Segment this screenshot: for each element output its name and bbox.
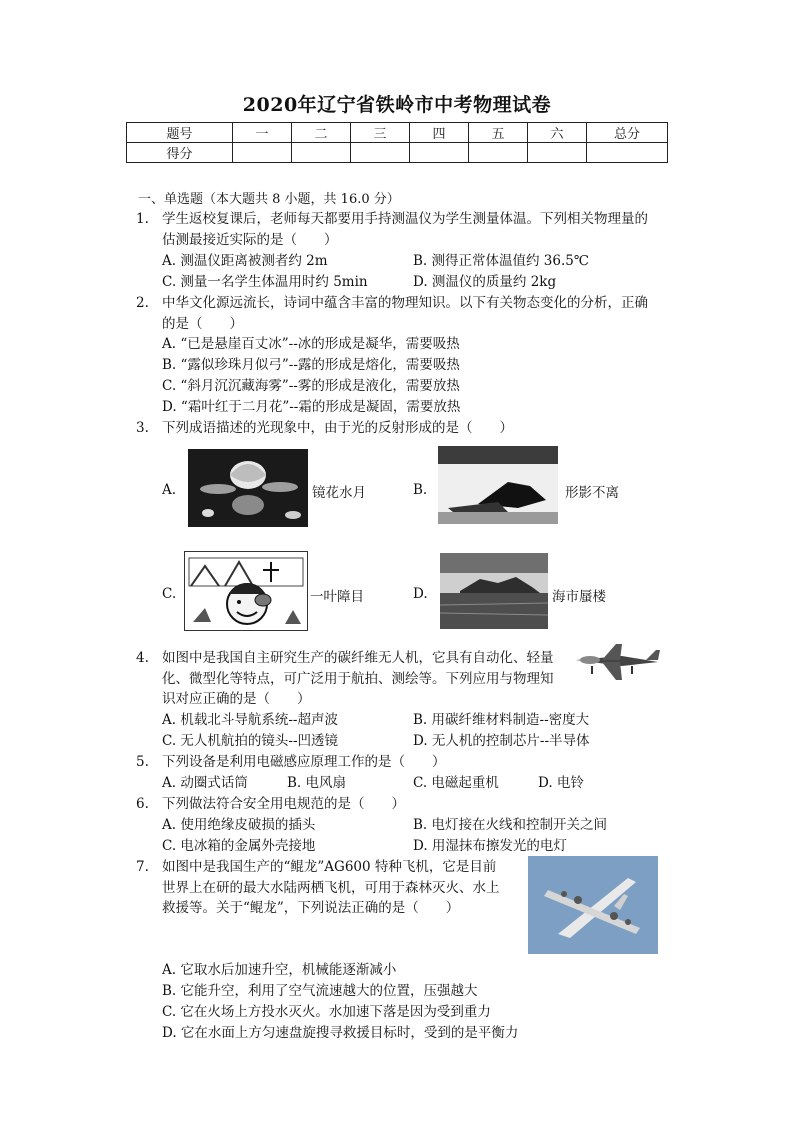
option-d[interactable]: D. 测温仪的质量约 2kg — [413, 274, 557, 290]
score-row-label: 得分 — [127, 143, 233, 163]
question-line: 如图中是我国生产的“鲲龙”AG600 特种飞机，它是目前 — [162, 859, 497, 875]
score-cell[interactable] — [469, 143, 528, 163]
question-number: 6. — [136, 796, 149, 812]
score-header-cell: 五 — [469, 123, 528, 143]
score-table-header-row — [127, 123, 668, 143]
option-caption: 形影不离 — [565, 485, 619, 501]
score-header-cell: 总分 — [587, 123, 668, 143]
leaf-cartoon-image — [184, 551, 308, 631]
option-a[interactable]: A. 使用绝缘皮破损的插头 — [162, 817, 316, 833]
mirage-photo — [440, 553, 548, 629]
option-c[interactable]: C. 电磁起重机 — [413, 775, 499, 791]
option-c[interactable]: C. 无人机航拍的镜头--凹透镜 — [162, 733, 339, 749]
score-cell[interactable] — [528, 143, 587, 163]
option-caption: 一叶障目 — [310, 589, 364, 605]
option-d[interactable]: D. 它在水面上方匀速盘旋搜寻救援目标时，受到的是平衡力 — [162, 1025, 519, 1041]
question-line: 救援等。关于“鲲龙”，下列说法正确的是（ ） — [162, 900, 460, 916]
score-header-cell: 一 — [233, 123, 292, 143]
option-c[interactable]: C. “斜月沉沉藏海雾”--雾的形成是液化，需要放热 — [162, 378, 460, 394]
question-line: 世界上在研的最大水陆两栖飞机，可用于森林灭火、水上 — [162, 879, 500, 896]
question-line: 估测最接近实际的是（ ） — [162, 231, 338, 248]
question-line: 的是（ ） — [162, 315, 243, 332]
option-b[interactable]: B. 电灯接在火线和控制开关之间 — [413, 817, 608, 833]
seaplane-photo — [528, 856, 658, 954]
section-heading: 一、单选题（本大题共 8 小题，共 16.0 分） — [138, 192, 400, 207]
option-c[interactable]: C. 电冰箱的金属外壳接地 — [162, 838, 316, 854]
score-cell[interactable] — [410, 143, 469, 163]
option-d[interactable]: D. “霜叶红于二月花”--霜的形成是凝固，需要放热 — [162, 399, 461, 415]
option-c[interactable]: C. — [162, 586, 177, 602]
option-b[interactable]: B. 测得正常体温值约 36.5℃ — [413, 253, 589, 269]
option-b[interactable]: B. “露似珍珠月似弓”--露的形成是熔化，需要吸热 — [162, 357, 460, 373]
option-a[interactable]: A. “已是悬崖百丈冰”--冰的形成是凝华，需要吸热 — [162, 336, 460, 352]
score-header-cell: 四 — [410, 123, 469, 143]
score-header-cell: 题号 — [127, 123, 233, 143]
score-cell[interactable] — [233, 143, 292, 163]
option-a[interactable]: A. 机载北斗导航系统--超声波 — [162, 712, 338, 728]
option-d[interactable]: D. — [413, 586, 428, 602]
option-b[interactable]: B. 用碳纤维材料制造--密度大 — [413, 712, 590, 728]
score-cell[interactable] — [292, 143, 351, 163]
page-title: 2020年辽宁省铁岭市中考物理试卷 — [242, 94, 552, 116]
score-header-cell: 六 — [528, 123, 587, 143]
score-header-cell: 三 — [351, 123, 410, 143]
question-line: 下列做法符合安全用电规范的是（ ） — [162, 796, 405, 812]
question-line: 下列成语描述的光现象中，由于光的反射形成的是（ ） — [162, 420, 513, 436]
option-a[interactable]: A. 动圈式话筒 — [162, 775, 248, 791]
option-d[interactable]: D. 电铃 — [538, 775, 584, 791]
question-number: 5. — [136, 754, 149, 770]
option-b[interactable]: B. 电风扇 — [287, 775, 347, 791]
option-c[interactable]: C. 它在火场上方投水灭火。水加速下落是因为受到重力 — [162, 1004, 491, 1020]
option-d[interactable]: D. 无人机的控制芯片--半导体 — [413, 733, 590, 749]
question-line: 下列设备是利用电磁感应原理工作的是（ ） — [162, 754, 446, 770]
question-line: 如图中是我国自主研究生产的碳纤维无人机，它具有自动化、轻量 — [162, 650, 554, 666]
score-cell[interactable] — [351, 143, 410, 163]
option-a[interactable]: A. 测温仪距离被测者约 2m — [162, 253, 328, 269]
score-cell[interactable] — [587, 143, 668, 163]
score-table — [126, 122, 668, 163]
option-d[interactable]: D. 用湿抹布擦发光的电灯 — [413, 838, 567, 854]
score-table-score-row — [127, 143, 668, 163]
question-line: 中华文化源远流长，诗词中蕴含丰富的物理知识。以下有关物态变化的分析，正确 — [162, 295, 648, 311]
question-number: 1. — [136, 211, 149, 227]
option-a[interactable]: A. — [162, 482, 177, 498]
lotus-reflection-photo — [188, 449, 308, 527]
question-number: 4. — [136, 650, 149, 666]
option-caption: 海市蜃楼 — [552, 589, 606, 605]
drone-image — [572, 640, 662, 686]
question-number: 7. — [136, 859, 149, 875]
option-b[interactable]: B. — [413, 482, 428, 498]
question-number: 3. — [136, 420, 149, 436]
score-header-cell: 二 — [292, 123, 351, 143]
option-caption: 镜花水月 — [312, 485, 366, 501]
option-b[interactable]: B. 它能升空，利用了空气流速越大的位置，压强越大 — [162, 983, 478, 999]
option-c[interactable]: C. 测量一名学生体温用时约 5min — [162, 274, 368, 290]
question-number: 2. — [136, 295, 149, 311]
option-a[interactable]: A. 它取水后加速升空，机械能逐渐减小 — [162, 962, 397, 978]
question-line: 识对应正确的是（ ） — [162, 691, 311, 707]
question-line: 学生返校复课后，老师每天都要用手持测温仪为学生测量体温。下列相关物理量的 — [162, 211, 648, 227]
shadow-photo — [438, 446, 558, 524]
question-line: 化、微型化等特点，可广泛用于航拍、测绘等。下列应用与物理知 — [162, 670, 554, 687]
